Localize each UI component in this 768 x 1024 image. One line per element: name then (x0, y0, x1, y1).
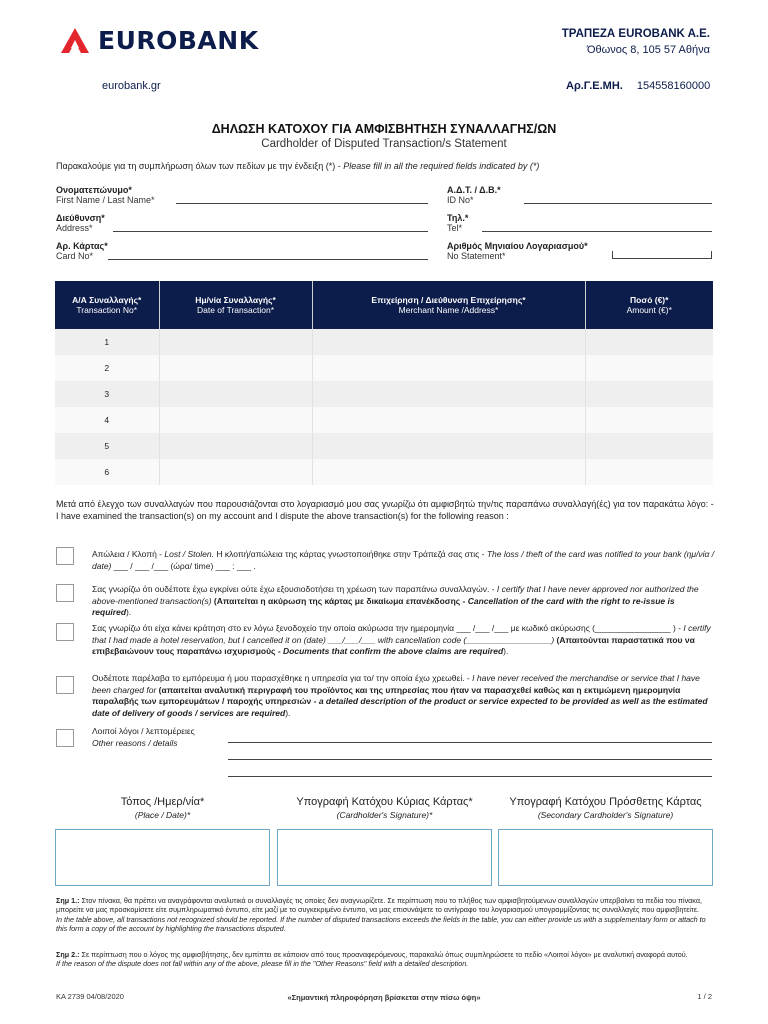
row-number: 5 (55, 433, 159, 459)
reason-hotel-checkbox[interactable] (56, 623, 74, 641)
back-side-notice: «Σημαντική πληροφόρηση βρίσκεται στην πίσω όψη» (287, 993, 481, 1002)
card-sublabel: Card No* (56, 251, 94, 261)
col-amount (585, 281, 713, 329)
sig-label-sub: (Cardholder's Signature)* (336, 810, 433, 820)
reason-requirement: (Απαιτούνται παραστατικά που να επιβεβαιώνουν τους παραπάνω ισχυρισμούς - (92, 634, 695, 657)
statement-field (447, 241, 588, 261)
title-greek: ΔΗΛΩΣΗ ΚΑΤΟΧΟΥ ΓΙΑ ΑΜΦΙΣΒΗΤΗΣΗ ΣΥΝΑΛΛΑΓΗΣ/ΩΝ (211, 122, 557, 136)
name-sublabel: First Name / Last Name* (56, 195, 155, 205)
reason-text: Σας γνωρίζω ότι ουδέποτε έχω εγκρίνει ούτε έχω εξουσιοδοτήσει τη χρέωση των παραπάνω συναλλαγών. - (92, 584, 497, 594)
id-input[interactable] (524, 203, 712, 204)
sig-label-text: Τόπος /Ημερ/νία* (120, 796, 205, 808)
table-row (55, 329, 713, 355)
reason-hotel (92, 623, 716, 658)
brand-name: EUROBANK (98, 26, 259, 55)
col-header-en: Merchant Name /Address* (398, 305, 499, 315)
col-header-en: Transaction No* (76, 305, 138, 315)
place-date-label (55, 796, 270, 820)
website-link[interactable]: eurobank.gr (102, 80, 161, 92)
date-cell[interactable] (159, 459, 312, 485)
place-date-box[interactable] (55, 829, 270, 886)
reason-requirement-en: a detailed description of the product or service expected to be provided as well as the estimated date of delivery of goods / services are required (92, 696, 708, 718)
reason-lost-stolen (92, 549, 716, 572)
reason-not-received-checkbox[interactable] (56, 676, 74, 694)
name-field (56, 185, 155, 205)
merchant-cell[interactable] (312, 355, 585, 381)
reason-text-en: The loss / theft of the card was notified to your bank (ημ/νία / date) (92, 549, 715, 571)
company-address: Όθωνος 8, 105 57 Αθήνα (587, 44, 710, 56)
table-row (55, 407, 713, 433)
col-header-gr: Α/Α Συναλλαγής* (72, 295, 142, 305)
tel-sublabel: Tel* (447, 223, 463, 233)
date-cell[interactable] (159, 329, 312, 355)
col-header-en: Date of Transaction* (196, 305, 274, 315)
page-number: 1 / 2 (697, 992, 712, 1001)
reason-lost-stolen-checkbox[interactable] (56, 547, 74, 565)
table-header-row (55, 281, 713, 329)
reason-text: ). (503, 646, 509, 657)
date-cell[interactable] (159, 355, 312, 381)
note-2 (56, 950, 716, 969)
reason-text-en: I certify that I have never approved nor authorized the above-mentioned transaction(s) (92, 584, 699, 606)
secondary-signature-box[interactable] (498, 829, 713, 886)
gemi-number (566, 80, 710, 92)
amount-cell[interactable] (585, 459, 713, 485)
reason-unauthorized (92, 584, 716, 619)
col-merchant (312, 281, 585, 329)
col-date (159, 281, 312, 329)
reason-not-received (92, 673, 716, 719)
other-reasons-line[interactable] (228, 776, 712, 777)
reason-text: ). (285, 707, 291, 718)
reason-other-label-en: Other reasons / details (92, 737, 178, 748)
reason-other-checkbox[interactable] (56, 729, 74, 747)
reason-text-en: I have never received the merchandise or service that I have been charged for (92, 673, 700, 695)
id-sublabel: ID No* (447, 195, 474, 205)
note-label: Σημ 1.: (56, 896, 80, 905)
reason-unauthorized-checkbox[interactable] (56, 584, 74, 602)
amount-cell[interactable] (585, 355, 713, 381)
merchant-cell[interactable] (312, 329, 585, 355)
form-code: ΚΑ 2739 04/08/2020 (56, 992, 124, 1001)
tel-label: Τηλ.* (447, 213, 469, 223)
intro-text (56, 161, 539, 171)
note-text: Σε περίπτωση που ο λόγος της αμφισβήτησης, δεν εμπίπτει σε κάποιον από τους προαναφερόμενους, παρακαλώ όπως συμπληρώσετε το πεδίο «Λοιποί λόγοι» με αναλυτική αναφορά αυτού. (79, 950, 688, 959)
reason-requirement-en: Documents that confirm the above claims are required (283, 646, 504, 657)
address-sublabel: Address* (56, 223, 93, 233)
title-english: Cardholder of Disputed Transaction/s Statement (261, 138, 507, 150)
row-number: 3 (55, 381, 159, 407)
id-label: Α.Δ.Τ. / Δ.Β.* (447, 185, 501, 195)
page-title (0, 122, 768, 150)
reason-text: Ουδέποτε παρέλαβα το εμπόρευμα ή μου παρασχέθηκε η υπηρεσία για το/ την οποία έχω χρεωθεί. - (92, 673, 473, 683)
note-label: Σημ 2.: (56, 950, 80, 959)
declaration-text: Μετά από έλεγχο των συναλλαγών που παρουσιάζονται στο λογαριασμό μου σας γνωρίζω ότι αμφισβητώ την/τις παραπάνω συναλλαγή(ές) για τον παρακάτω λόγο: - I have examined the transaction(s) on my account and I dispute the above transaction(s) for the following reason : (56, 499, 714, 521)
merchant-cell[interactable] (312, 407, 585, 433)
reason-text-en: Lost / Stolen. (164, 549, 214, 559)
col-header-gr: Επιχείρηση / Διεύθυνση Επιχείρησης* (371, 295, 526, 305)
col-header-gr: Ποσό (€)* (630, 295, 669, 305)
col-transaction-no (55, 281, 159, 329)
cardholder-signature-label (277, 796, 492, 820)
intro-greek: Παρακαλούμε για τη συμπλήρωση όλων των πεδίων με την ένδειξη (*) - (56, 161, 344, 171)
secondary-signature-label (498, 796, 713, 820)
amount-cell[interactable] (585, 329, 713, 355)
reason-text: Η κλοπή/απώλεια της κάρτας γνωστοποιήθηκε στην Τράπεζά σας στις - (213, 549, 487, 559)
name-input[interactable] (176, 203, 428, 204)
table-row (55, 355, 713, 381)
sig-label-text: Υπογραφή Κατόχου Κύριας Κάρτας* (296, 796, 473, 808)
note-text-en: In the table above, all transactions not recognized should be reported. If the number of disputed transactions exceeds the fields in the table, you can either provide us with a supplementary form or attach to this form a copy of the account by highlighting the transactions disputed. (56, 914, 706, 934)
gemi-value: 154558160000 (636, 80, 711, 92)
note-text: Στον πίνακα, θα πρέπει να αναγράφονται αναλυτικά οι συναλλαγές τις οποίες δεν αναγνωρίζετε. Σε περίπτωση που το πλήθος των αμφισβητούμενων συναλλαγών υπερβαίνει τα πεδία του πίνακα, μπορείτε να μας προσκομίσετε είτε συμπληρωματικό έντυπο, είτε μαζί με το συγκεκριμένο έντυπο, να μας επισυνάψετε το αντίγραφο του λογαριασμού υπογραμμίζοντας τις συναλλαγές που αμφισβητείτε. (56, 896, 702, 915)
row-number: 2 (55, 355, 159, 381)
merchant-cell[interactable] (312, 459, 585, 485)
sig-label-text: Υπογραφή Κατόχου Πρόσθετης Κάρτας (509, 796, 702, 808)
transactions-table (55, 281, 713, 485)
reason-requirement-en: Cancellation of the card with the right to re-issue is required (92, 595, 675, 618)
date-cell[interactable] (159, 407, 312, 433)
note-text-en: If the reason of the dispute does not fall within any of the above, please fill in the "Other Reasons" field with a detailed description. (56, 959, 469, 969)
row-number: 4 (55, 407, 159, 433)
reason-text-en: I certify that I had made a hotel reservation, but I cancelled it on (date) ___/___/___ with cancellation code (__________________) (92, 623, 711, 645)
eurobank-logo-icon (60, 27, 90, 55)
sig-label-sub: (Secondary Cardholder's Signature) (537, 810, 674, 820)
cardholder-signature-box[interactable] (277, 829, 492, 886)
reason-requirement: (απαιτείται αναλυτική περιγραφή του προϊόντος και της υπηρεσίας που ήταν να παρασχεθεί καθώς και η εκτιμώμενη ημερομηνία παραλαβής των εμπορευμάτων / παροχής υπηρεσιών - (92, 684, 681, 707)
eurobank-logo (60, 26, 259, 55)
statement-label: Αριθμός Μηνιαίου Λογαριασμού* (447, 241, 588, 251)
date-cell[interactable] (159, 433, 312, 459)
reason-requirement: (Απαιτείται η ακύρωση της κάρτας με δικαίωμα επανέκδοσης - (211, 595, 468, 606)
row-number: 6 (55, 459, 159, 485)
merchant-cell[interactable] (312, 381, 585, 407)
col-header-en: Amount (€)* (626, 305, 672, 315)
merchant-cell[interactable] (312, 433, 585, 459)
table-row (55, 459, 713, 485)
date-cell[interactable] (159, 381, 312, 407)
other-reasons-line[interactable] (228, 742, 712, 743)
reason-text: ). (126, 607, 132, 618)
address-label: Διεύθυνση* (56, 213, 105, 223)
tel-input[interactable] (482, 231, 712, 232)
reason-other-label: Λοιποί λόγοι / λεπτομέρειες (92, 726, 195, 736)
card-input[interactable] (108, 259, 428, 260)
card-field (56, 241, 108, 261)
note-1 (56, 896, 716, 934)
id-field (447, 185, 501, 205)
row-number: 1 (55, 329, 159, 355)
reason-text: Απώλεια / Κλοπή - (92, 549, 165, 559)
table-row (55, 381, 713, 407)
statement-sublabel: No Statement* (447, 251, 506, 261)
name-label: Ονοματεπώνυμο* (56, 185, 132, 195)
card-label: Αρ. Κάρτας* (56, 241, 108, 251)
address-input[interactable] (113, 231, 428, 232)
tel-field (447, 213, 468, 233)
amount-cell[interactable] (585, 407, 713, 433)
sig-label-sub: (Place / Date)* (134, 810, 191, 820)
col-header-gr: Ημ/νία Συναλλαγής* (195, 295, 276, 305)
amount-cell[interactable] (585, 381, 713, 407)
company-name: ΤΡΑΠΕΖΑ EUROBANK A.E. (561, 28, 710, 40)
company-info (562, 28, 710, 56)
reason-text: ___ / ___ /___ (ώρα/ time) ___ : ___ . (111, 560, 256, 571)
statement-input[interactable] (612, 251, 712, 259)
amount-cell[interactable] (585, 433, 713, 459)
address-field (56, 213, 105, 233)
intro-english: Please fill in all the required fields indicated by (*) (343, 161, 540, 171)
reason-other (92, 726, 716, 749)
reason-text: Σας γνωρίζω ότι είχα κάνει κράτηση στο εν λόγω ξενοδοχείο την οποία ακύρωσα την ημερομηνία ___ /___ /___ με κωδικό ακύρωσης (________________ ) - (92, 623, 684, 633)
gemi-label: Αρ.Γ.Ε.ΜΗ. (566, 80, 623, 92)
table-row (55, 433, 713, 459)
other-reasons-line[interactable] (228, 759, 712, 760)
